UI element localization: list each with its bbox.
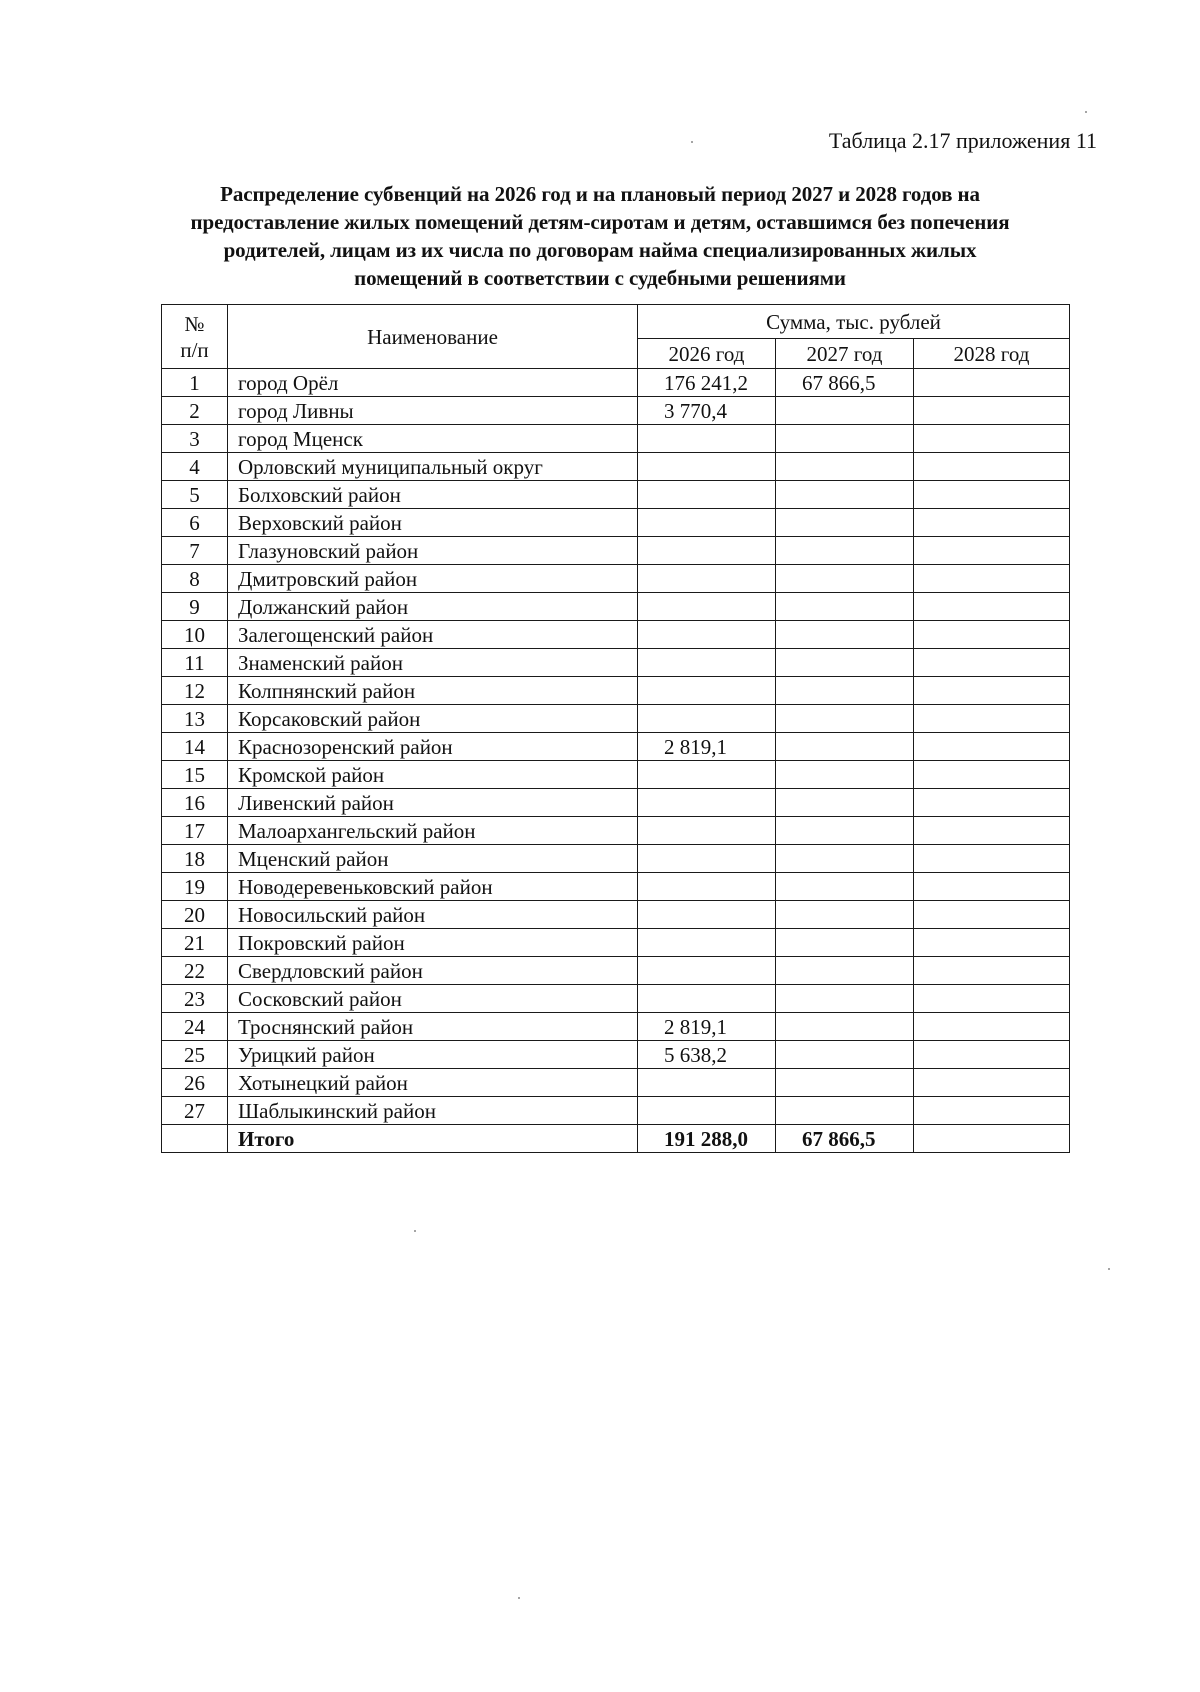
- title-line: родителей, лицам из их числа по договорам найма специализированных жилых: [223, 238, 977, 262]
- header-year-2027: 2027 год: [776, 339, 914, 369]
- row-name: Верховский район: [228, 509, 638, 537]
- row-value-2027: [776, 1013, 914, 1041]
- row-value-2028: [914, 901, 1070, 929]
- row-value-2028: [914, 929, 1070, 957]
- row-number: 6: [162, 509, 228, 537]
- table-row: [162, 1069, 1070, 1097]
- row-name: Шаблыкинский район: [228, 1097, 638, 1125]
- row-value-2027: [776, 873, 914, 901]
- row-name: Болховский район: [228, 481, 638, 509]
- table-row: [162, 789, 1070, 817]
- row-number: 4: [162, 453, 228, 481]
- row-number: 27: [162, 1097, 228, 1125]
- row-name: Залегощенский район: [228, 621, 638, 649]
- table-row: [162, 1097, 1070, 1125]
- row-value-2027: [776, 509, 914, 537]
- row-value-2028: [914, 1041, 1070, 1069]
- row-number: 16: [162, 789, 228, 817]
- row-value-2028: [914, 873, 1070, 901]
- row-value-2026: [638, 789, 776, 817]
- row-number: 9: [162, 593, 228, 621]
- scan-speck: [518, 1597, 520, 1599]
- header-year-2026: 2026 год: [638, 339, 776, 369]
- row-value-2026: [638, 481, 776, 509]
- row-name: Новодеревеньковский район: [228, 873, 638, 901]
- row-value-2027: [776, 733, 914, 761]
- row-name: город Орёл: [228, 369, 638, 397]
- row-value-2028: [914, 733, 1070, 761]
- row-number: 11: [162, 649, 228, 677]
- table-row: [162, 985, 1070, 1013]
- row-value-2027: [776, 649, 914, 677]
- row-value-2026: [638, 509, 776, 537]
- row-number: 17: [162, 817, 228, 845]
- table-row: [162, 565, 1070, 593]
- row-value-2027: [776, 425, 914, 453]
- row-name: Ливенский район: [228, 789, 638, 817]
- row-value-2027: [776, 845, 914, 873]
- row-number: 21: [162, 929, 228, 957]
- row-value-2028: [914, 425, 1070, 453]
- table-body: [162, 369, 1070, 1125]
- row-number: 2: [162, 397, 228, 425]
- row-value-2027: [776, 453, 914, 481]
- row-value-2026: [638, 929, 776, 957]
- row-value-2027: [776, 537, 914, 565]
- row-value-2028: [914, 565, 1070, 593]
- row-value-2026: [638, 985, 776, 1013]
- row-value-2026: [638, 537, 776, 565]
- row-value-2027: [776, 481, 914, 509]
- row-number: 13: [162, 705, 228, 733]
- row-number: 23: [162, 985, 228, 1013]
- row-name: Должанский район: [228, 593, 638, 621]
- row-name: Хотынецкий район: [228, 1069, 638, 1097]
- row-value-2026: [638, 677, 776, 705]
- row-number: 14: [162, 733, 228, 761]
- row-value-2027: [776, 985, 914, 1013]
- row-number: 8: [162, 565, 228, 593]
- row-number: 19: [162, 873, 228, 901]
- row-value-2026: [638, 649, 776, 677]
- row-value-2028: [914, 649, 1070, 677]
- row-name: Сосковский район: [228, 985, 638, 1013]
- row-value-2026: [638, 901, 776, 929]
- scan-speck: [1085, 111, 1087, 113]
- row-name: Малоархангельский район: [228, 817, 638, 845]
- table-reference: Таблица 2.17 приложения 11: [828, 128, 1097, 153]
- table-row: [162, 509, 1070, 537]
- table-row: [162, 397, 1070, 425]
- row-value-2027: [776, 1097, 914, 1125]
- row-value-2026: [638, 705, 776, 733]
- row-value-2028: [914, 845, 1070, 873]
- table-row: [162, 873, 1070, 901]
- table-row: [162, 481, 1070, 509]
- row-name: Свердловский район: [228, 957, 638, 985]
- row-value-2028: [914, 509, 1070, 537]
- row-value-2028: [914, 481, 1070, 509]
- row-value-2027: [776, 817, 914, 845]
- row-name: Урицкий район: [228, 1041, 638, 1069]
- row-value-2026: 176 241,2: [638, 369, 776, 397]
- header-name: Наименование: [228, 305, 638, 369]
- title-line: Распределение субвенций на 2026 год и на плановый период 2027 и 2028 годов на: [220, 182, 980, 206]
- row-name: Краснозоренский район: [228, 733, 638, 761]
- row-value-2028: [914, 761, 1070, 789]
- row-value-2026: [638, 957, 776, 985]
- table-row: [162, 593, 1070, 621]
- row-value-2027: [776, 397, 914, 425]
- table-row: [162, 845, 1070, 873]
- table-row: [162, 453, 1070, 481]
- row-number: 18: [162, 845, 228, 873]
- row-value-2028: [914, 817, 1070, 845]
- row-value-2027: [776, 593, 914, 621]
- row-value-2026: [638, 845, 776, 873]
- row-value-2026: [638, 817, 776, 845]
- row-value-2027: 67 866,5: [776, 369, 914, 397]
- row-value-2026: [638, 425, 776, 453]
- table-row: [162, 733, 1070, 761]
- table-row: [162, 537, 1070, 565]
- row-number: 1: [162, 369, 228, 397]
- scan-speck: [1108, 1268, 1110, 1270]
- title-line: предоставление жилых помещений детям-сиротам и детям, оставшимся без попечения: [190, 210, 1010, 234]
- row-value-2026: [638, 1097, 776, 1125]
- table-row: [162, 929, 1070, 957]
- row-value-2028: [914, 677, 1070, 705]
- row-value-2026: [638, 453, 776, 481]
- row-value-2027: [776, 761, 914, 789]
- table-row: [162, 901, 1070, 929]
- row-value-2027: [776, 957, 914, 985]
- row-name: Корсаковский район: [228, 705, 638, 733]
- table-row: [162, 705, 1070, 733]
- table-row: [162, 677, 1070, 705]
- row-value-2028: [914, 453, 1070, 481]
- table-row: [162, 1013, 1070, 1041]
- row-value-2028: [914, 957, 1070, 985]
- row-value-2026: [638, 593, 776, 621]
- scan-speck: [414, 1230, 416, 1232]
- row-value-2026: [638, 873, 776, 901]
- row-value-2028: [914, 705, 1070, 733]
- document-title: [110, 180, 1090, 292]
- total-2027: 67 866,5: [776, 1125, 914, 1153]
- total-row: [162, 1125, 1070, 1153]
- row-name: Троснянский район: [228, 1013, 638, 1041]
- row-value-2027: [776, 929, 914, 957]
- row-number: 3: [162, 425, 228, 453]
- row-value-2028: [914, 1013, 1070, 1041]
- row-value-2026: 5 638,2: [638, 1041, 776, 1069]
- total-label: Итого: [228, 1125, 638, 1153]
- table-row: [162, 761, 1070, 789]
- row-number: 24: [162, 1013, 228, 1041]
- row-name: Колпнянский район: [228, 677, 638, 705]
- table-row: [162, 621, 1070, 649]
- row-value-2028: [914, 397, 1070, 425]
- total-num-cell: [162, 1125, 228, 1153]
- row-value-2028: [914, 593, 1070, 621]
- header-sum: Сумма, тыс. рублей: [638, 305, 1070, 339]
- title-line: помещений в соответствии с судебными решениями: [354, 266, 846, 290]
- header-number-line1: №: [184, 311, 205, 336]
- row-value-2027: [776, 1069, 914, 1097]
- row-name: Кромской район: [228, 761, 638, 789]
- row-number: 26: [162, 1069, 228, 1097]
- row-value-2027: [776, 901, 914, 929]
- row-number: 5: [162, 481, 228, 509]
- row-value-2027: [776, 677, 914, 705]
- row-value-2028: [914, 789, 1070, 817]
- row-name: Дмитровский район: [228, 565, 638, 593]
- table-row: [162, 649, 1070, 677]
- row-number: 7: [162, 537, 228, 565]
- table-row: [162, 817, 1070, 845]
- row-value-2027: [776, 565, 914, 593]
- table-row: [162, 957, 1070, 985]
- row-name: Орловский муниципальный округ: [228, 453, 638, 481]
- row-value-2026: 3 770,4: [638, 397, 776, 425]
- row-number: 25: [162, 1041, 228, 1069]
- row-value-2026: [638, 621, 776, 649]
- subsidy-table: [161, 304, 1070, 1153]
- row-name: город Мценск: [228, 425, 638, 453]
- row-name: Покровский район: [228, 929, 638, 957]
- row-value-2027: [776, 621, 914, 649]
- row-number: 10: [162, 621, 228, 649]
- row-value-2026: 2 819,1: [638, 733, 776, 761]
- row-value-2028: [914, 537, 1070, 565]
- row-number: 22: [162, 957, 228, 985]
- table-row: [162, 425, 1070, 453]
- row-name: Новосильский район: [228, 901, 638, 929]
- header-year-2028: 2028 год: [914, 339, 1070, 369]
- row-value-2027: [776, 1041, 914, 1069]
- row-value-2027: [776, 705, 914, 733]
- row-value-2028: [914, 1069, 1070, 1097]
- row-value-2026: 2 819,1: [638, 1013, 776, 1041]
- scan-speck: [691, 141, 693, 143]
- table-row: [162, 369, 1070, 397]
- row-number: 15: [162, 761, 228, 789]
- row-name: город Ливны: [228, 397, 638, 425]
- row-value-2027: [776, 789, 914, 817]
- row-name: Знаменский район: [228, 649, 638, 677]
- header-number: [162, 305, 228, 369]
- total-2028: [914, 1125, 1070, 1153]
- row-value-2026: [638, 761, 776, 789]
- row-number: 12: [162, 677, 228, 705]
- row-value-2026: [638, 1069, 776, 1097]
- row-value-2026: [638, 565, 776, 593]
- row-value-2028: [914, 1097, 1070, 1125]
- row-name: Мценский район: [228, 845, 638, 873]
- table-row: [162, 1041, 1070, 1069]
- header-number-line2: п/п: [180, 337, 209, 362]
- total-2026: 191 288,0: [638, 1125, 776, 1153]
- row-name: Глазуновский район: [228, 537, 638, 565]
- row-value-2028: [914, 621, 1070, 649]
- row-value-2028: [914, 985, 1070, 1013]
- row-number: 20: [162, 901, 228, 929]
- row-value-2028: [914, 369, 1070, 397]
